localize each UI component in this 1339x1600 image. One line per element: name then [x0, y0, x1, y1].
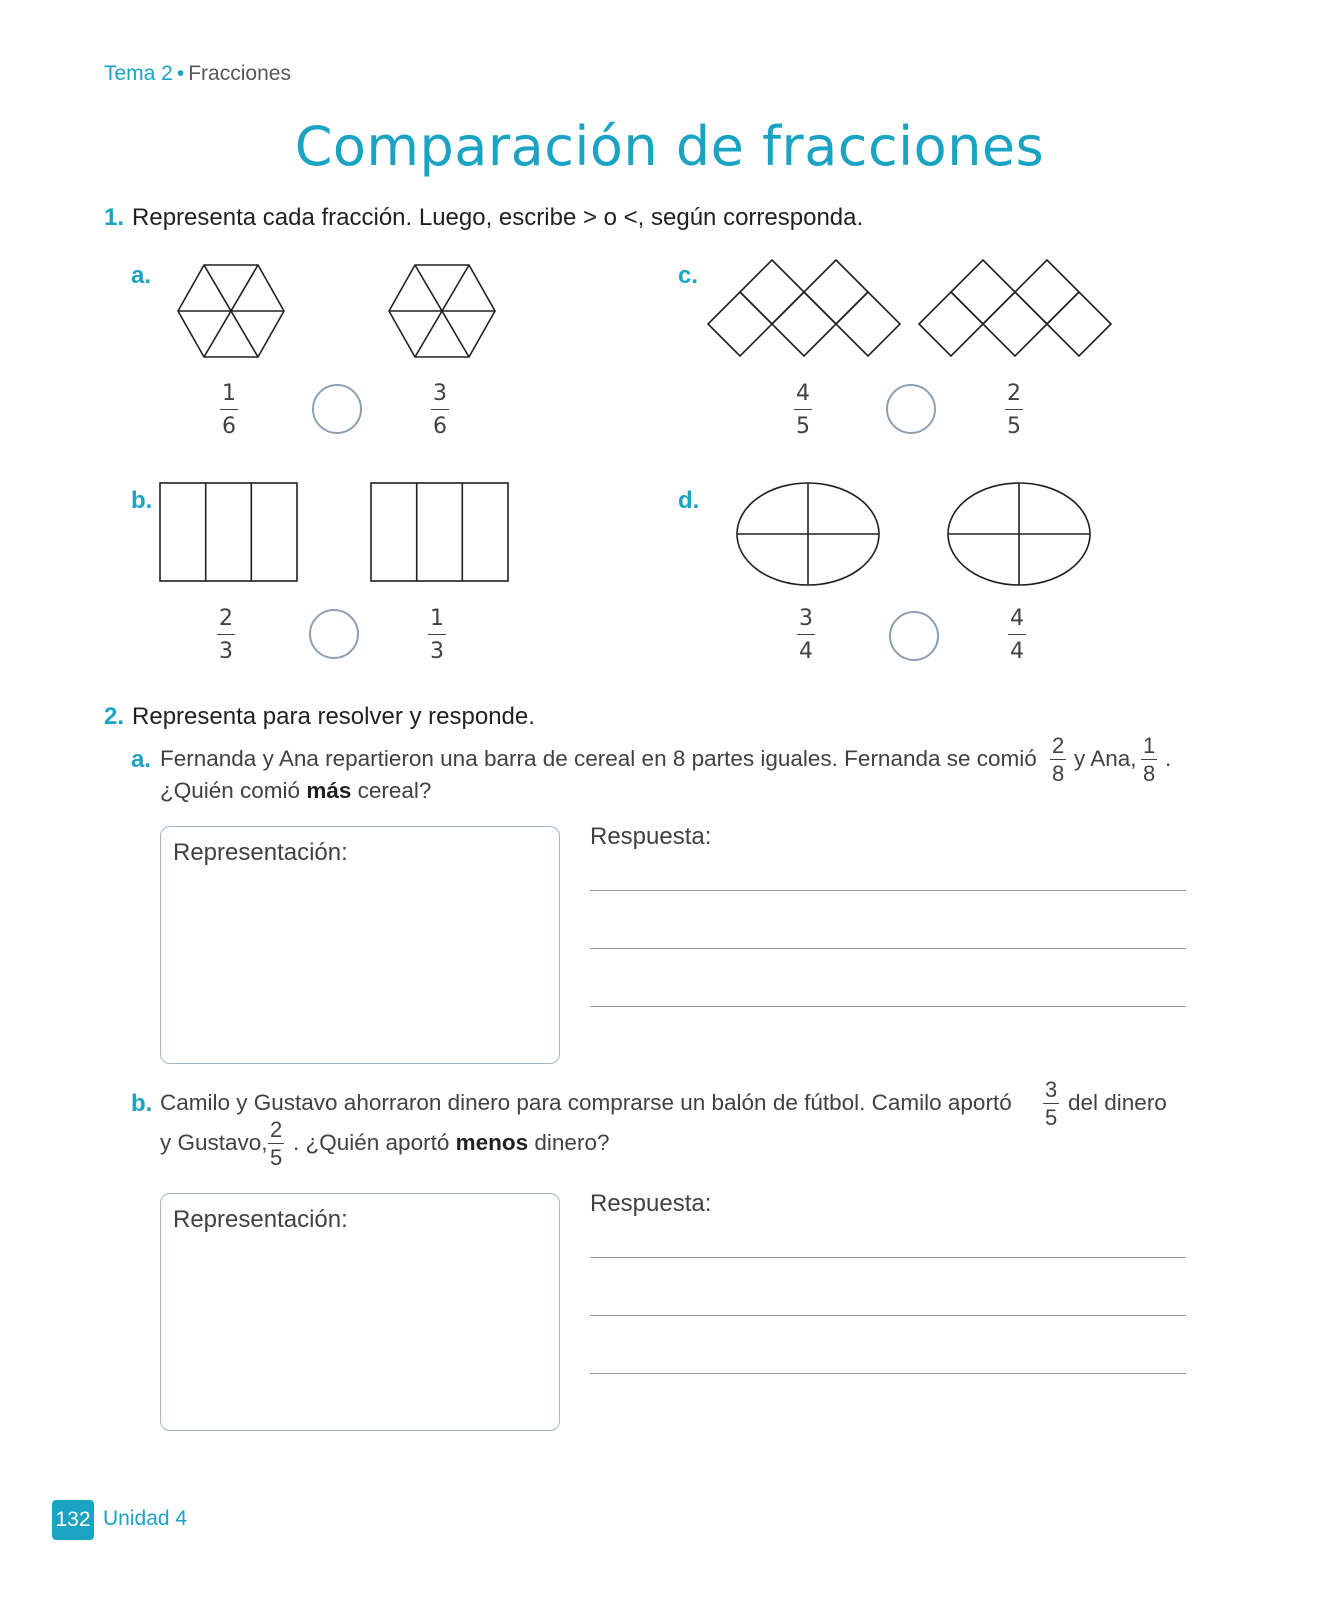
item-2a-line2-pre: ¿Quién comió	[160, 778, 301, 803]
fraction-b-left	[217, 608, 235, 663]
numerator: 2	[217, 608, 235, 635]
exercise-2-instruction: Representa para resolver y responde.	[132, 703, 535, 730]
item-d-letter: d.	[678, 487, 700, 514]
item-b-letter: b.	[131, 487, 153, 514]
answer-line-2a-1[interactable]	[590, 890, 1186, 891]
item-2b-text-end: del dinero	[1068, 1090, 1167, 1115]
item-2b-line2-bold: menos	[455, 1130, 529, 1155]
item-a-letter: a.	[131, 262, 152, 289]
item-2a-letter: a.	[131, 746, 152, 773]
numerator: 1	[220, 383, 238, 410]
fraction-2b-gustavo	[268, 1119, 284, 1169]
representation-label: Representación:	[173, 1206, 348, 1233]
fraction-2b-camilo	[1043, 1079, 1059, 1129]
exercise-1-heading	[104, 204, 863, 232]
item-2b-text-line2-pre: y Gustavo,	[160, 1130, 268, 1155]
fraction-d-right	[1008, 608, 1026, 663]
denominator: 5	[796, 414, 810, 439]
numerator: 2	[270, 1117, 283, 1142]
numerator: 2	[1052, 733, 1065, 758]
item-2a-text-line2	[160, 775, 431, 807]
item-2b-text-line2	[293, 1127, 609, 1159]
denominator: 3	[219, 639, 233, 664]
breadcrumb	[104, 62, 291, 86]
answer-line-2b-3[interactable]	[590, 1373, 1186, 1374]
comparison-circle-b[interactable]	[309, 609, 359, 659]
diamond-row-right[interactable]	[917, 258, 1117, 360]
item-2a-line2-bold: más	[306, 778, 352, 803]
diamond-row-left[interactable]	[706, 258, 906, 360]
answer-label-2b: Respuesta:	[590, 1190, 712, 1217]
fraction-c-left	[794, 383, 812, 438]
denominator: 5	[270, 1145, 283, 1170]
item-2b-text-line1: Camilo y Gustavo ahorraron dinero para comprarse un balón de fútbol. Camilo aportó	[160, 1090, 1012, 1115]
numerator: 4	[794, 383, 812, 410]
hexagon-left[interactable]	[176, 262, 288, 360]
numerator: 1	[428, 608, 446, 635]
item-2a-line2-post: cereal?	[357, 778, 432, 803]
hexagon-right[interactable]	[387, 262, 499, 360]
answer-line-2b-1[interactable]	[590, 1257, 1186, 1258]
representation-box-2b[interactable]	[160, 1193, 560, 1431]
numerator: 1	[1143, 733, 1156, 758]
answer-line-2a-2[interactable]	[590, 948, 1186, 949]
answer-label-2a: Respuesta:	[590, 823, 712, 850]
ellipse-right[interactable]	[946, 481, 1092, 587]
denominator: 5	[1045, 1105, 1058, 1130]
chapter-label: Tema 2	[104, 62, 173, 85]
fraction-2a-ana	[1141, 735, 1157, 785]
denominator: 4	[799, 639, 813, 664]
item-c-letter: c.	[678, 262, 699, 289]
comparison-circle-d[interactable]	[889, 611, 939, 661]
denominator: 3	[430, 639, 444, 664]
comparison-circle-a[interactable]	[312, 384, 362, 434]
numerator: 3	[1045, 1077, 1058, 1102]
topic-label: Fracciones	[188, 62, 291, 85]
item-2a-text-mid: y Ana,	[1074, 746, 1137, 771]
denominator: 5	[1007, 414, 1021, 439]
exercise-1-instruction: Representa cada fracción. Luego, escribe > o <, según corresponda.	[132, 204, 864, 231]
numerator: 3	[431, 383, 449, 410]
fraction-2a-fernanda	[1050, 735, 1066, 785]
denominator: 6	[433, 414, 447, 439]
comparison-circle-c[interactable]	[886, 384, 936, 434]
answer-line-2b-2[interactable]	[590, 1315, 1186, 1316]
fraction-a-right	[431, 383, 449, 438]
page-title: Comparación de fracciones	[294, 115, 1045, 178]
denominator: 8	[1052, 761, 1065, 786]
representation-box-2a[interactable]	[160, 826, 560, 1064]
fraction-d-left	[797, 608, 815, 663]
rectangle-left[interactable]	[159, 482, 299, 583]
representation-label: Representación:	[173, 839, 348, 866]
breadcrumb-separator: •	[176, 62, 185, 85]
item-2b-line2-mid: . ¿Quién aportó	[293, 1130, 450, 1155]
rectangle-right[interactable]	[370, 482, 510, 583]
fraction-a-left	[220, 383, 238, 438]
fraction-c-right	[1005, 383, 1023, 438]
item-2b-line2-post: dinero?	[534, 1130, 610, 1155]
item-2a-text-end: .	[1165, 746, 1172, 771]
fraction-b-right	[428, 608, 446, 663]
denominator: 8	[1143, 761, 1156, 786]
exercise-2-number: 2.	[104, 703, 125, 730]
item-2b-letter: b.	[131, 1090, 153, 1117]
numerator: 3	[797, 608, 815, 635]
denominator: 4	[1010, 639, 1024, 664]
unit-label: Unidad 4	[103, 1507, 188, 1530]
numerator: 2	[1005, 383, 1023, 410]
numerator: 4	[1008, 608, 1026, 635]
page-number-badge: 132	[52, 1500, 94, 1540]
answer-line-2a-3[interactable]	[590, 1006, 1186, 1007]
denominator: 6	[222, 414, 236, 439]
exercise-1-number: 1.	[104, 204, 125, 231]
exercise-2-heading	[104, 703, 535, 731]
item-2a-text-line1: Fernanda y Ana repartieron una barra de cereal en 8 partes iguales. Fernanda se comió	[160, 746, 1037, 771]
ellipse-left[interactable]	[735, 481, 881, 587]
